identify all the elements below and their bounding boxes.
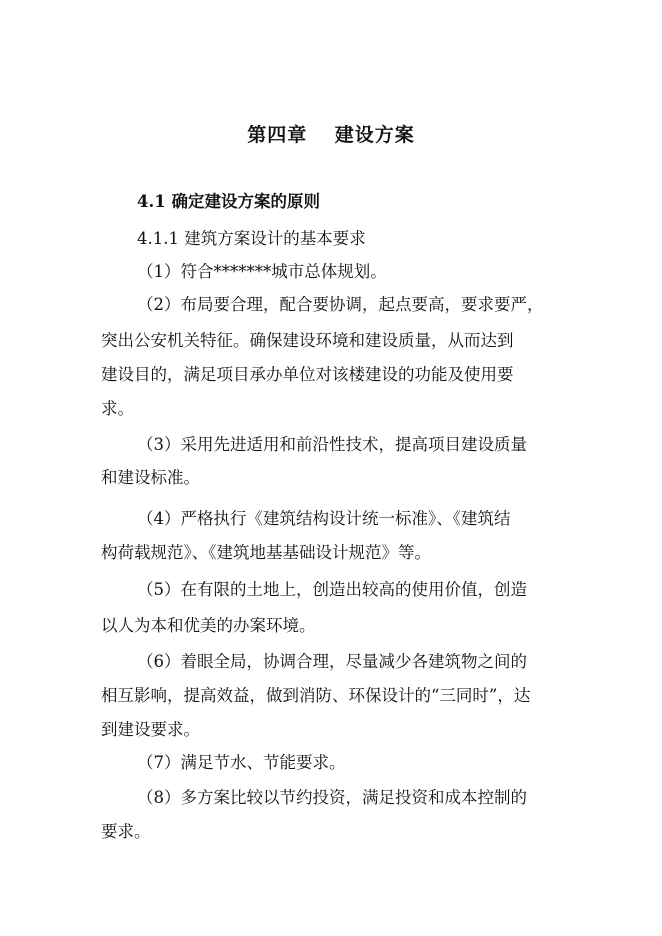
paragraph-line: （6）着眼全局，协调合理，尽量减少各建筑物之间的: [137, 652, 527, 671]
paragraph-line: 构荷载规范》、《建筑地基基础设计规范》等。: [101, 543, 431, 562]
paragraph-line: 以人为本和优美的办案环境。: [101, 616, 316, 635]
section-heading: 4.1 确定建设方案的原则: [137, 192, 320, 211]
paragraph-line: （1）符合*******城市总体规划。: [137, 262, 387, 281]
paragraph-line: 突出公安机关特征。确保建设环境和建设质量，从而达到: [101, 331, 514, 350]
paragraph-line: 求。: [101, 399, 134, 418]
paragraph-line: （7）满足节水、节能要求。: [137, 753, 346, 772]
chapter-title: 第四章 建设方案: [247, 124, 415, 146]
paragraph-line: （2）布局要合理，配合要协调，起点要高，要求要严，: [137, 295, 544, 314]
paragraph-line: （8）多方案比较以节约投资，满足投资和成本控制的: [137, 788, 527, 807]
paragraph-line: 相互影响，提高效益，做到消防、环保设计的“三同时”，达: [101, 686, 531, 705]
paragraph-line: 和建设标准。: [101, 468, 200, 487]
subsection-heading: 4.1.1 建筑方案设计的基本要求: [137, 229, 366, 248]
paragraph-line: 到建设要求。: [101, 720, 200, 739]
paragraph-line: （5）在有限的土地上，创造出较高的使用价值，创造: [137, 580, 527, 599]
paragraph-line: （4）严格执行《建筑结构设计统一标准》、《建筑结: [137, 509, 511, 528]
paragraph-line: 建设目的，满足项目承办单位对该楼建设的功能及使用要: [101, 365, 514, 384]
paragraph-line: （3）采用先进适用和前沿性技术，提高项目建设质量: [137, 435, 527, 454]
paragraph-line: 要求。: [101, 822, 151, 841]
